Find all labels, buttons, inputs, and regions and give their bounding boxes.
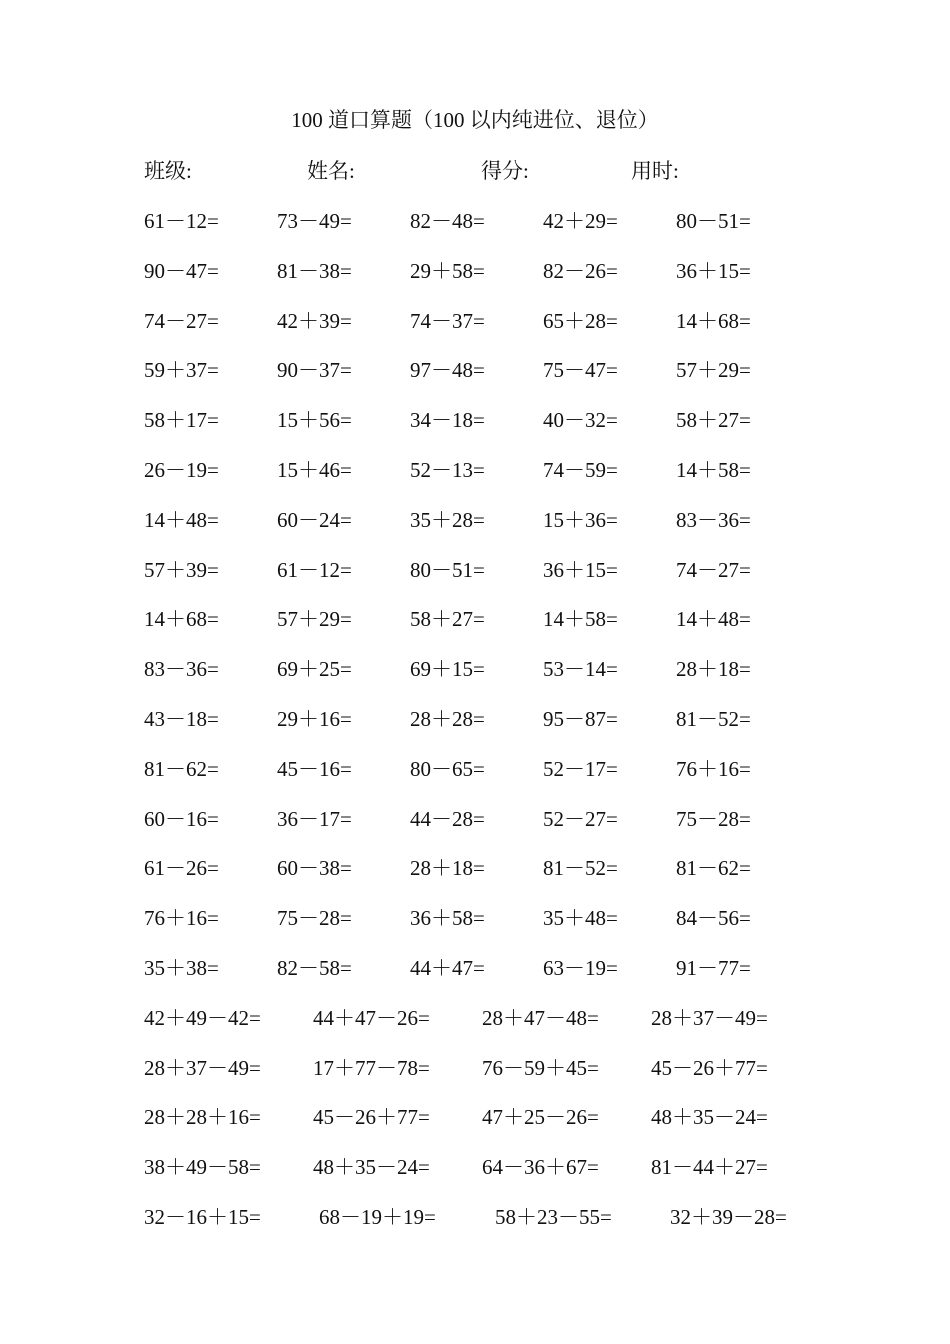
problem: 45－16= (277, 756, 352, 781)
class-label: 班级: (144, 159, 192, 183)
time-label: 用时: (631, 159, 679, 183)
problem-row (144, 404, 864, 432)
problem-row (144, 354, 864, 382)
problem: 59＋37= (144, 358, 219, 383)
problem: 81－52= (543, 856, 618, 881)
problem: 45－26＋77= (651, 1055, 768, 1080)
problem-row (144, 852, 864, 880)
problem: 14＋48= (144, 507, 219, 532)
problem-row (144, 205, 864, 233)
name-label: 姓名: (307, 159, 355, 183)
problem: 61－26= (144, 856, 219, 881)
problem: 32－16＋15= (144, 1205, 261, 1229)
problem: 14＋68= (144, 607, 219, 632)
problem: 76＋16= (676, 756, 751, 781)
problem: 53－14= (543, 657, 618, 682)
problem: 35＋48= (543, 906, 618, 931)
problem: 42＋29= (543, 209, 618, 233)
problem: 75－28= (676, 806, 751, 831)
problem-row (144, 603, 864, 631)
problem: 29＋58= (410, 258, 485, 283)
problem: 15＋56= (277, 408, 352, 433)
problem: 45－26＋77= (313, 1105, 430, 1130)
problem: 74－27= (144, 308, 219, 333)
problem: 61－12= (144, 209, 219, 233)
problem: 48＋35－24= (651, 1105, 768, 1130)
problem-row (144, 653, 864, 681)
problem: 28＋28= (410, 707, 485, 731)
problem-row (144, 902, 864, 930)
problem: 57＋29= (277, 607, 352, 632)
problem: 36－17= (277, 806, 352, 831)
problem: 75－47= (543, 358, 618, 383)
page-title: 100 道口算题（100 以内纯进位、退位） (291, 108, 659, 132)
problem: 35＋38= (144, 956, 219, 980)
problem: 81－38= (277, 258, 352, 283)
problem: 47＋25－26= (482, 1105, 599, 1130)
student-info-row (144, 155, 844, 183)
problem: 60－24= (277, 507, 352, 532)
problem: 15＋46= (277, 458, 352, 482)
problem: 44－28= (410, 806, 485, 831)
problem: 29＋16= (277, 707, 352, 731)
problem: 40－32= (543, 408, 618, 433)
problem: 83－36= (676, 507, 751, 532)
problem: 76－59＋45= (482, 1055, 599, 1080)
problem: 90－47= (144, 258, 219, 283)
problem: 80－65= (410, 756, 485, 781)
problem-row (144, 753, 864, 781)
problem: 74－27= (676, 557, 751, 582)
problem: 36＋58= (410, 906, 485, 931)
problem: 76＋16= (144, 906, 219, 931)
problem: 28＋28＋16= (144, 1105, 261, 1130)
problem: 26－19= (144, 458, 219, 482)
problem: 57＋29= (676, 358, 751, 383)
problem: 34－18= (410, 408, 485, 433)
problem: 95－87= (543, 707, 618, 731)
problem: 28＋37－49= (651, 1005, 768, 1030)
problem: 68－19＋19= (319, 1205, 436, 1229)
problem: 91－77= (676, 956, 751, 980)
problem: 36＋15= (676, 258, 751, 283)
problem: 35＋28= (410, 507, 485, 532)
problem: 48＋35－24= (313, 1155, 430, 1180)
problem: 75－28= (277, 906, 352, 931)
problem: 15＋36= (543, 507, 618, 532)
problem: 81－62= (144, 756, 219, 781)
problem: 36＋15= (543, 557, 618, 582)
problem: 81－62= (676, 856, 751, 881)
problem: 28＋37－49= (144, 1055, 261, 1080)
problem-row (144, 703, 864, 731)
problem: 17＋77－78= (313, 1055, 430, 1080)
problem: 84－56= (676, 906, 751, 931)
problem: 44＋47= (410, 956, 485, 980)
problem: 64－36＋67= (482, 1155, 599, 1180)
problem: 82－48= (410, 209, 485, 233)
problem-row (144, 1151, 864, 1179)
problem: 44＋47－26= (313, 1005, 430, 1030)
problem: 60－38= (277, 856, 352, 881)
problem: 74－59= (543, 458, 618, 482)
problem-row (144, 803, 864, 831)
problem: 60－16= (144, 806, 219, 831)
problem: 90－37= (277, 358, 352, 383)
problem-row (144, 255, 864, 283)
problem: 97－48= (410, 358, 485, 383)
problem: 82－26= (543, 258, 618, 283)
problem: 58＋23－55= (495, 1205, 612, 1229)
problem: 81－44＋27= (651, 1155, 768, 1180)
problem: 69＋25= (277, 657, 352, 682)
score-label: 得分: (481, 159, 529, 183)
problem: 63－19= (543, 956, 618, 980)
problem: 14＋68= (676, 308, 751, 333)
problem-row (144, 305, 864, 333)
problem: 57＋39= (144, 557, 219, 582)
problem: 28＋18= (676, 657, 751, 682)
problem: 83－36= (144, 657, 219, 682)
problem: 38＋49－58= (144, 1155, 261, 1180)
problem-row (144, 1201, 864, 1229)
problem-row (144, 952, 864, 980)
problem: 58＋27= (676, 408, 751, 433)
problem: 43－18= (144, 707, 219, 731)
problem: 28＋18= (410, 856, 485, 881)
problem: 74－37= (410, 308, 485, 333)
problem: 73－49= (277, 209, 352, 233)
problem-row (144, 454, 864, 482)
problem: 58＋17= (144, 408, 219, 433)
problem: 52－17= (543, 756, 618, 781)
problem: 14＋48= (676, 607, 751, 632)
problem: 61－12= (277, 557, 352, 582)
problem-row (144, 504, 864, 532)
problem: 69＋15= (410, 657, 485, 682)
problem: 32＋39－28= (670, 1205, 787, 1229)
problem: 81－52= (676, 707, 751, 731)
problem: 52－13= (410, 458, 485, 482)
problem: 42＋49－42= (144, 1005, 261, 1030)
problem: 42＋39= (277, 308, 352, 333)
problem-row (144, 554, 864, 582)
problem-row (144, 1002, 864, 1030)
problem-row (144, 1101, 864, 1129)
problem: 82－58= (277, 956, 352, 980)
problem: 65＋28= (543, 308, 618, 333)
problem: 80－51= (676, 209, 751, 233)
problem: 14＋58= (543, 607, 618, 632)
problem: 58＋27= (410, 607, 485, 632)
problem: 52－27= (543, 806, 618, 831)
problem: 80－51= (410, 557, 485, 582)
problem-row (144, 1052, 864, 1080)
problem: 28＋47－48= (482, 1005, 599, 1030)
problem: 14＋58= (676, 458, 751, 482)
